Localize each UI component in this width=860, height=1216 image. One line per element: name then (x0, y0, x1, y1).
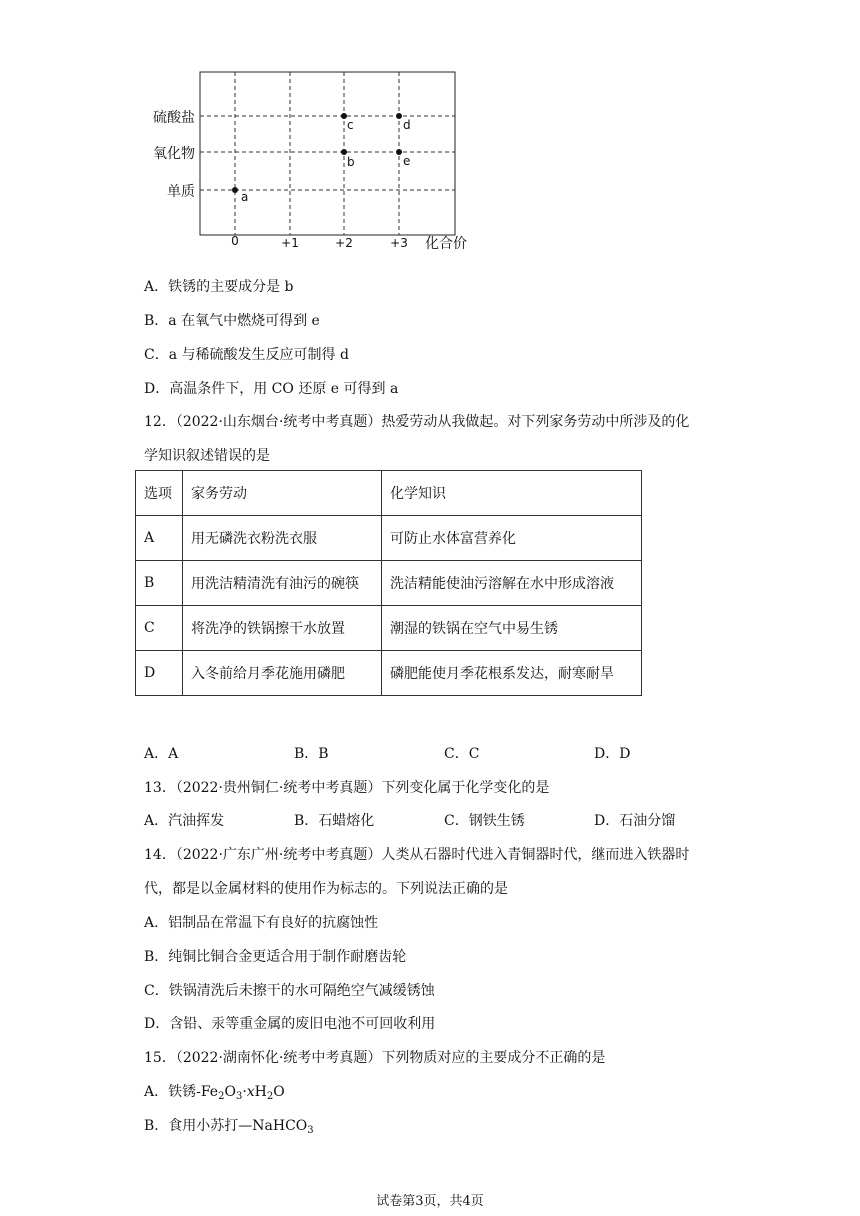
q15-b-prefix: B．食用小苏打—NaHCO (144, 1118, 308, 1134)
table-header-knowledge: 化学知识 (382, 471, 642, 516)
x-label-1: +1 (281, 236, 299, 250)
table-cell: A (136, 516, 183, 561)
point-label-e: e (403, 154, 411, 168)
valence-category-figure (135, 62, 480, 262)
table-cell: 将洗净的铁锅擦干水放置 (183, 606, 382, 651)
q12-option-d: D．D (594, 746, 631, 762)
q13-option-c: C．钢铁生锈 (444, 813, 525, 829)
q15-a-mid: O (224, 1084, 236, 1100)
subscript: 3 (235, 1091, 243, 1102)
point-label-c: c (347, 118, 354, 132)
q15-stem: 15．（2022·湖南怀化·统考中考真题）下列物质对应的主要成分不正确的是 (144, 1050, 606, 1066)
table-cell: B (136, 561, 183, 606)
x-axis-title: 化合价 (425, 236, 467, 252)
table-cell: 洗洁精能使油污溶解在水中形成溶液 (382, 561, 642, 606)
subscript: 2 (266, 1091, 274, 1102)
q12-option-a: A．A (144, 746, 179, 762)
q12-stem-line2: 学知识叙述错误的是 (144, 448, 270, 464)
q11-option-b: B．a 在氧气中燃烧可得到 e (144, 313, 320, 329)
y-label-element: 单质 (167, 184, 195, 200)
q12-option-b: B．B (294, 746, 329, 762)
point-e (396, 149, 402, 155)
q13-option-b: B．石蜡熔化 (294, 813, 375, 829)
q15-option-a (144, 1081, 285, 1101)
q15-option-b (144, 1115, 314, 1135)
table-row (136, 606, 642, 651)
q14-stem-line2: 代，都是以金属材料的使用作为标志的。下列说法正确的是 (144, 881, 508, 897)
q14-option-c: C．铁锅清洗后未擦干的水可隔绝空气减缓锈蚀 (144, 983, 435, 999)
table-row (136, 561, 642, 606)
table-cell: 用洗洁精清洗有油污的碗筷 (183, 561, 382, 606)
table-cell: D (136, 651, 183, 696)
q13-option-a: A．汽油挥发 (144, 813, 225, 829)
table-cell: 磷肥能使月季花根系发达，耐寒耐旱 (382, 651, 642, 696)
q11-option-d: D．高温条件下，用 CO 还原 e 可得到 a (144, 381, 399, 397)
page-footer: 试卷第3页，共4页 (376, 1194, 484, 1209)
point-a (232, 187, 238, 193)
table-cell: 可防止水体富营养化 (382, 516, 642, 561)
y-label-oxide: 氧化物 (153, 146, 195, 162)
subscript: 2 (218, 1091, 225, 1102)
q14-stem-line1: 14．（2022·广东广州·统考中考真题）人类从石器时代进入青铜器时代，继而进入铁器时 (144, 847, 690, 863)
subscript: 3 (307, 1125, 314, 1136)
y-label-sulfate: 硫酸盐 (153, 110, 195, 126)
table-row (136, 516, 642, 561)
table-cell: 用无磷洗衣粉洗衣服 (183, 516, 382, 561)
q12-table (135, 470, 642, 696)
q14-option-d: D．含铅、汞等重金属的废旧电池不可回收利用 (144, 1016, 436, 1032)
q13-stem: 13．（2022·贵州铜仁·统考中考真题）下列变化属于化学变化的是 (144, 780, 550, 796)
x-label-3: +3 (390, 236, 408, 250)
q11-option-c: C．a 与稀硫酸发生反应可制得 d (144, 347, 349, 363)
x-label-0: 0 (231, 234, 239, 248)
point-label-d: d (403, 118, 411, 132)
q11-option-a: A．铁锈的主要成分是 b (144, 279, 294, 295)
q15-a-x: x (246, 1084, 255, 1100)
point-label-b: b (347, 155, 355, 169)
table-header-housework: 家务劳动 (183, 471, 382, 516)
point-label-a: a (241, 190, 249, 204)
q12-option-c: C．C (444, 746, 480, 762)
table-cell: 潮湿的铁锅在空气中易生锈 (382, 606, 642, 651)
q14-option-a: A．铝制品在常温下有良好的抗腐蚀性 (144, 915, 379, 931)
q14-option-b: B．纯铜比铜合金更适合用于制作耐磨齿轮 (144, 949, 407, 965)
table-cell: 入冬前给月季花施用磷肥 (183, 651, 382, 696)
x-label-2: +2 (335, 236, 353, 250)
q15-a-dot: · (242, 1084, 247, 1100)
table-header-option: 选项 (136, 471, 183, 516)
table-cell: C (136, 606, 183, 651)
table-row (136, 651, 642, 696)
figure-frame (200, 72, 455, 235)
q15-a-prefix: A．铁锈-Fe (144, 1084, 219, 1100)
table-header-row (136, 471, 642, 516)
q13-option-d: D．石油分馏 (594, 813, 676, 829)
q15-a-h: H (254, 1084, 267, 1100)
point-d (396, 113, 402, 119)
q12-stem-line1: 12．（2022·山东烟台·统考中考真题）热爱劳动从我做起。对下列家务劳动中所涉及的化 (144, 414, 690, 430)
q15-a-o: O (273, 1084, 285, 1100)
